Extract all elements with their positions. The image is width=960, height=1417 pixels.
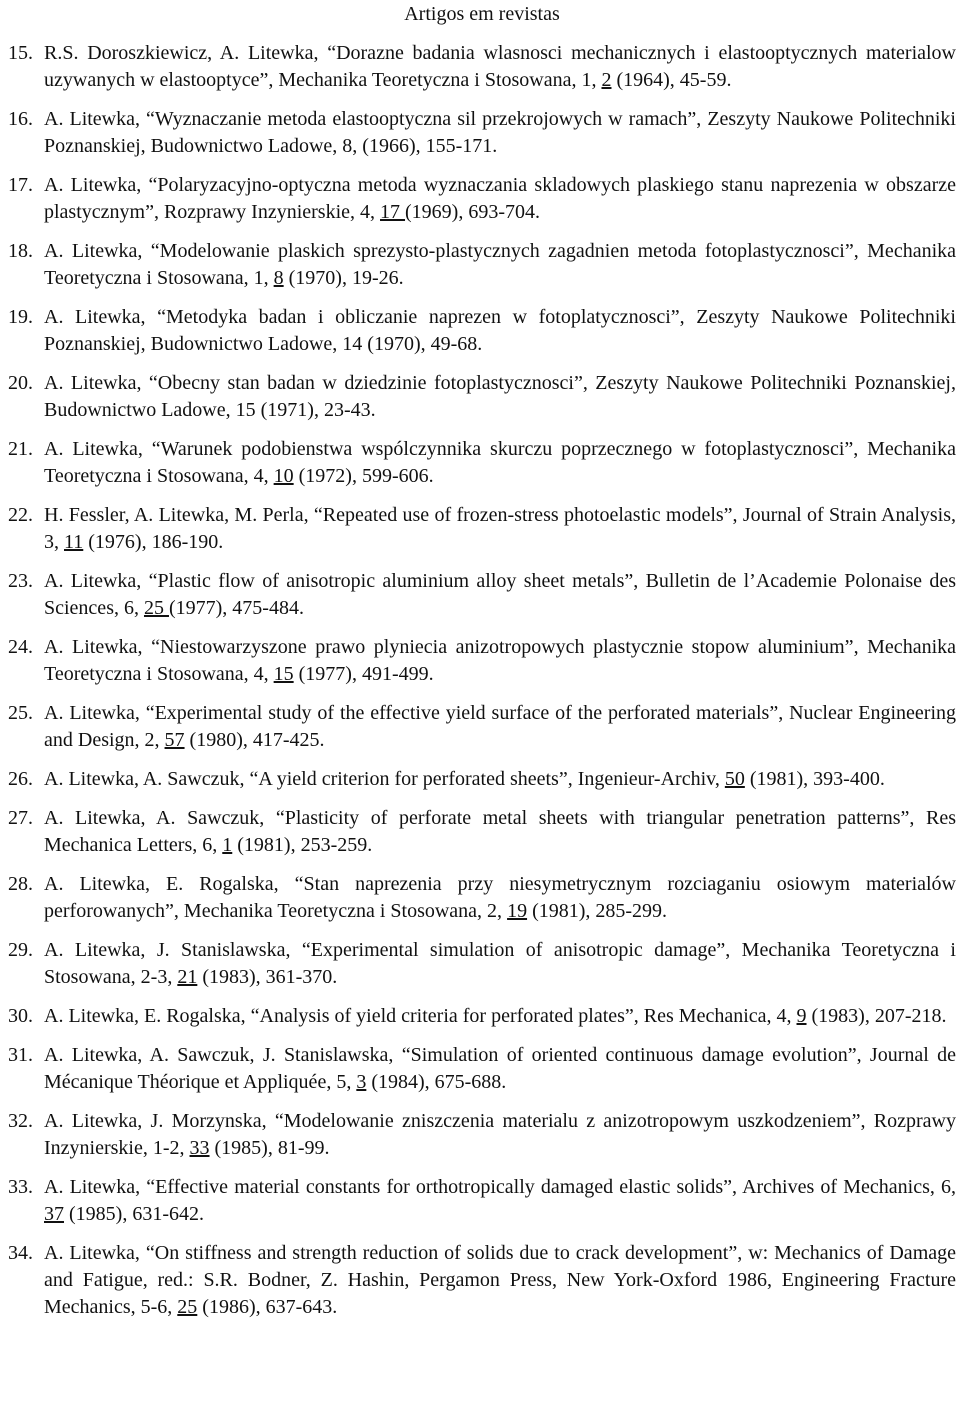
reference-citation: A. Litewka, “Effective material constants for orthotropically damaged elastic solids”, Archives of Mechanics, 6, — [44, 1176, 956, 1198]
reference-pages: (1964), 45-59. — [611, 69, 732, 91]
reference-citation: A. Litewka, “Niestowarzyszone prawo plyniecia anizotropowych plastycznie stopow aluminium”, Mechanika Teoretyczna i Stosowana, 4, — [44, 636, 956, 685]
reference-item — [8, 766, 956, 793]
reference-item — [8, 172, 956, 226]
reference-pages: (1980), 417-425. — [184, 729, 325, 751]
reference-pages: (1981), 253-259. — [232, 834, 373, 856]
reference-pages: (1977), 475-484. — [168, 597, 304, 619]
reference-item — [8, 871, 956, 925]
reference-citation: A. Litewka, “Polaryzacyjno-optyczna metoda wyznaczania skladowych plaskiego stanu naprezenia w obszarze plastycznym”, Rozprawy Inzynierskie, 4, — [44, 174, 956, 223]
reference-text — [44, 937, 956, 991]
reference-text — [44, 1108, 956, 1162]
reference-text — [44, 436, 956, 490]
reference-item — [8, 937, 956, 991]
reference-pages: (1983), 207-218. — [806, 1005, 947, 1027]
reference-text — [44, 1003, 956, 1030]
reference-item — [8, 805, 956, 859]
reference-text — [44, 700, 956, 754]
reference-volume: 33 — [189, 1137, 210, 1159]
reference-citation: A. Litewka, E. Rogalska, “Analysis of yield criteria for perforated plates”, Res Mechanica, 4, — [44, 1005, 797, 1027]
reference-text — [44, 766, 956, 793]
reference-item — [8, 1240, 956, 1321]
reference-item — [8, 40, 956, 94]
reference-volume: 37 — [44, 1203, 64, 1225]
reference-volume: 57 — [164, 729, 185, 751]
reference-pages: (1977), 491-499. — [293, 663, 434, 685]
reference-citation: A. Litewka, “Metodyka badan i obliczanie naprezen w fotoplatycznosci”, Zeszyty Naukowe Politechniki Poznanskiej, Budownictwo Ladowe, 14 (1970), 49-68. — [44, 306, 956, 355]
reference-volume: 21 — [177, 966, 198, 988]
reference-item — [8, 436, 956, 490]
reference-citation: A. Litewka, “Plastic flow of anisotropic aluminium alloy sheet metals”, Bulletin de l’Academie Polonaise des Sciences, 6, — [44, 570, 956, 619]
reference-number: 25. — [8, 702, 33, 724]
reference-citation: R.S. Doroszkiewicz, A. Litewka, “Dorazne badania wlasnosci mechanicznych i elastooptycznych materialow uzywanych w elastooptyce”, Mechanika Teoretyczna i Stosowana, 1, — [44, 42, 956, 91]
section-title — [0, 0, 960, 28]
reference-item — [8, 370, 956, 424]
reference-citation: H. Fessler, A. Litewka, M. Perla, “Repeated use of frozen-stress photoelastic models”, Journal of Strain Analysis, 3, — [44, 504, 956, 553]
reference-pages: (1981), 393-400. — [744, 768, 885, 790]
reference-item — [8, 700, 956, 754]
reference-item — [8, 304, 956, 358]
reference-number: 16. — [8, 108, 33, 130]
reference-citation: A. Litewka, J. Morzynska, “Modelowanie zniszczenia materialu z anizotropowym uszkodzeniem”, Rozprawy Inzynierskie, 1-2, — [44, 1110, 956, 1159]
reference-volume: 15 — [273, 663, 294, 685]
reference-number: 19. — [8, 306, 33, 328]
reference-item — [8, 502, 956, 556]
reference-number: 31. — [8, 1044, 33, 1066]
reference-pages: (1981), 285-299. — [527, 900, 668, 922]
reference-text — [44, 1042, 956, 1096]
reference-text — [44, 634, 956, 688]
reference-number: 29. — [8, 939, 33, 961]
reference-text — [44, 304, 956, 358]
reference-text — [44, 502, 956, 556]
reference-item — [8, 1174, 956, 1228]
reference-volume: 10 — [273, 465, 294, 487]
reference-volume: 8 — [273, 267, 284, 289]
reference-number: 24. — [8, 636, 33, 658]
reference-number: 33. — [8, 1176, 33, 1198]
reference-number: 22. — [8, 504, 33, 526]
reference-number: 15. — [8, 42, 33, 64]
reference-citation: A. Litewka, “Modelowanie plaskich sprezysto-plastycznych zagadnien metoda fotoplastycznosci”, Mechanika Teoretyczna i Stosowana, 1, — [44, 240, 956, 289]
reference-text — [44, 1174, 956, 1228]
reference-number: 20. — [8, 372, 33, 394]
reference-volume: 11 — [64, 531, 84, 553]
reference-volume: 1 — [222, 834, 233, 856]
reference-volume: 17 — [380, 201, 406, 223]
reference-volume: 9 — [796, 1005, 807, 1027]
reference-item — [8, 568, 956, 622]
reference-number: 21. — [8, 438, 33, 460]
reference-citation: A. Litewka, “On stiffness and strength reduction of solids due to crack development”, w: Mechanics of Damage and Fatigue, red.: S.R. Bodner, Z. Hashin, Pergamon Press, New York-Oxford 1986, Engineering Fracture Mechanics, 5-6, — [44, 1242, 956, 1318]
reference-citation: A. Litewka, A. Sawczuk, “Plasticity of perforate metal sheets with triangular penetration patterns”, Res Mechanica Letters, 6, — [44, 807, 956, 856]
reference-number: 23. — [8, 570, 33, 592]
reference-pages: (1969), 693-704. — [405, 201, 540, 223]
reference-pages: (1986), 637-643. — [197, 1296, 338, 1318]
reference-text — [44, 1240, 956, 1321]
reference-pages: (1972), 599-606. — [293, 465, 434, 487]
reference-volume: 50 — [724, 768, 745, 790]
reference-number: 18. — [8, 240, 33, 262]
reference-pages: (1985), 81-99. — [209, 1137, 330, 1159]
reference-volume: 19 — [507, 900, 528, 922]
reference-number: 17. — [8, 174, 33, 196]
reference-item — [8, 634, 956, 688]
reference-list — [8, 40, 956, 1333]
reference-volume: 25 — [177, 1296, 198, 1318]
reference-number: 28. — [8, 873, 33, 895]
reference-citation: A. Litewka, A. Sawczuk, J. Stanislawska, “Simulation of oriented continuous damage evolution”, Journal de Mécanique Théorique et Appliquée, 5, — [44, 1044, 956, 1093]
reference-pages: (1985), 631-642. — [64, 1203, 204, 1225]
reference-number: 26. — [8, 768, 33, 790]
reference-number: 34. — [8, 1242, 33, 1264]
section-title-text: Artigos em revistas — [404, 3, 560, 25]
reference-citation: A. Litewka, “Warunek podobienstwa wspólczynnika skurczu poprzecznego w fotoplastycznosci”, Mechanika Teoretyczna i Stosowana, 4, — [44, 438, 956, 487]
reference-citation: A. Litewka, “Wyznaczanie metoda elastooptyczna sil przekrojowych w ramach”, Zeszyty Naukowe Politechniki Poznanskiej, Budownictwo Ladowe, 8, (1966), 155-171. — [44, 108, 956, 157]
reference-text — [44, 871, 956, 925]
reference-volume: 3 — [356, 1071, 367, 1093]
reference-pages: (1984), 675-688. — [366, 1071, 507, 1093]
reference-text — [44, 172, 956, 226]
reference-volume: 2 — [601, 69, 612, 91]
reference-text — [44, 568, 956, 622]
reference-text — [44, 40, 956, 94]
reference-pages: (1976), 186-190. — [83, 531, 224, 553]
reference-number: 27. — [8, 807, 33, 829]
reference-citation: A. Litewka, “Obecny stan badan w dziedzinie fotoplastycznosci”, Zeszyty Naukowe Politechniki Poznanskiej, Budownictwo Ladowe, 15 (1971), 23-43. — [44, 372, 956, 421]
reference-citation: A. Litewka, J. Stanislawska, “Experimental simulation of anisotropic damage”, Mechanika Teoretyczna i Stosowana, 2-3, — [44, 939, 956, 988]
reference-item — [8, 106, 956, 160]
reference-item — [8, 238, 956, 292]
reference-citation: A. Litewka, A. Sawczuk, “A yield criterion for perforated sheets”, Ingenieur-Archiv, — [44, 768, 725, 790]
reference-text — [44, 805, 956, 859]
reference-text — [44, 106, 956, 160]
reference-text — [44, 370, 956, 424]
reference-citation: A. Litewka, “Experimental study of the effective yield surface of the perforated materials”, Nuclear Engineering and Design, 2, — [44, 702, 956, 751]
reference-volume: 25 — [143, 597, 169, 619]
reference-citation: A. Litewka, E. Rogalska, “Stan naprezenia przy niesymetrycznym rozciaganiu osiowym materialów perforowanych”, Mechanika Teoretyczna i Stosowana, 2, — [44, 873, 956, 922]
reference-item — [8, 1042, 956, 1096]
reference-text — [44, 238, 956, 292]
reference-pages: (1983), 361-370. — [197, 966, 338, 988]
reference-number: 30. — [8, 1005, 33, 1027]
reference-item — [8, 1108, 956, 1162]
reference-pages: (1970), 19-26. — [283, 267, 404, 289]
reference-number: 32. — [8, 1110, 33, 1132]
reference-item — [8, 1003, 956, 1030]
